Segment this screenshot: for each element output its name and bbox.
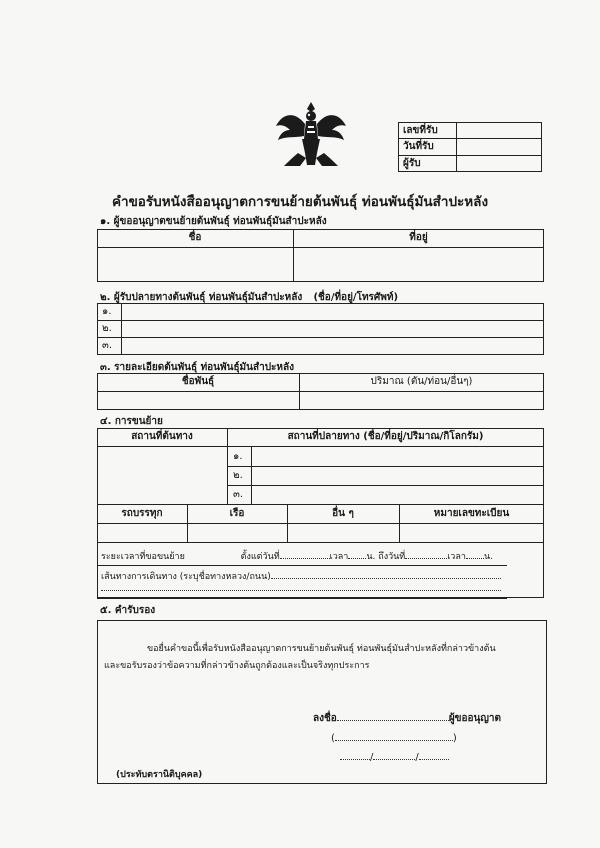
variety-quantity-field[interactable] [300, 392, 543, 409]
destination-row-1-field[interactable] [252, 447, 543, 466]
period-row [101, 549, 493, 563]
printed-name-close-paren: ) [452, 733, 457, 744]
recipient-row-3-number: ๓. [102, 340, 113, 351]
destination-row-1-number: ๑. [233, 450, 243, 462]
certification-line-2: และขอรับรองว่าข้อความที่กล่าวข้างต้นถูกต้องและเป็นจริงทุกประการ [104, 661, 370, 671]
period-from-label: ตั้งแต่วันที่ [240, 552, 280, 562]
variety-name-header: ชื่อพันธุ์ [181, 376, 215, 387]
signature-field[interactable] [337, 711, 449, 721]
route-field-line-2[interactable] [101, 582, 501, 591]
date-separator-2: / [415, 752, 419, 763]
recipient-row-3-field[interactable] [122, 338, 543, 354]
recipient-row-1-field[interactable] [122, 304, 543, 320]
origin-field[interactable] [98, 447, 226, 503]
recipient-row-2-field[interactable] [122, 321, 543, 337]
period-to-label: ถึงวันที่ [378, 552, 406, 562]
vehicle-boat-field[interactable] [188, 524, 286, 542]
period-from-time-label: เวลา [329, 552, 349, 562]
route-label: เส้นทางการเดินทาง (ระบุชื่อทางหลวง/ถนน) [101, 572, 271, 582]
printed-name-row [331, 731, 457, 744]
period-to-date-field[interactable] [405, 549, 447, 559]
signature-role: ผู้ขออนุญาต [448, 713, 501, 724]
section3-heading: ๓. รายละเอียดต้นพันธุ์ ท่อนพันธุ์มันสำปะหลัง [100, 362, 295, 373]
vehicle-other-field[interactable] [288, 524, 398, 542]
vehicle-other-header: อื่น ๆ [332, 508, 354, 519]
section2-heading: ๒. ผู้รับปลายทางต้นพันธุ์ ท่อนพันธุ์มันสำปะหลัง [100, 292, 303, 303]
printed-name-field[interactable] [335, 731, 453, 741]
destination-row-2-field[interactable] [252, 467, 543, 485]
section2-heading-note: (ชื่อ/ที่อยู่/โทรศัพท์) [313, 292, 399, 303]
section4-heading: ๔. การขนย้าย [100, 416, 163, 427]
recipient-row-2-number: ๒. [102, 323, 112, 334]
origin-header: สถานที่ต้นทาง [131, 431, 193, 442]
vehicle-boat-header: เรือ [229, 508, 245, 519]
destination-header: สถานที่ปลายทาง (ชื่อ/ที่อยู่/ปริมาณ/กิโลกรัม) [287, 431, 484, 442]
signature-day-field[interactable] [340, 750, 370, 760]
period-from-date-field[interactable] [280, 549, 330, 559]
applicant-address-header: ที่อยู่ [409, 232, 428, 243]
garuda-emblem-icon [272, 100, 350, 172]
period-to-time-label: เวลา [447, 552, 466, 562]
variety-name-field[interactable] [98, 392, 298, 409]
vehicle-truck-header: รถบรรทุก [121, 508, 163, 519]
section5-heading: ๕. คำรับรอง [100, 605, 156, 616]
destination-row-2-number: ๒. [233, 470, 243, 481]
period-from-time-field[interactable] [348, 549, 366, 559]
section1-heading: ๑. ผู้ขออนุญาตขนย้ายต้นพันธุ์ ท่อนพันธุ์มันสำปะหลัง [100, 216, 327, 227]
vehicle-truck-field[interactable] [98, 524, 186, 542]
receiver-label: ผู้รับ [403, 158, 421, 169]
destination-row-3-number: ๓. [233, 489, 244, 500]
form-title: คำขอรับหนังสืออนุญาตการขนย้ายต้นพันธุ์ ท่อนพันธุ์มันสำปะหลัง [111, 194, 489, 210]
recipient-row-1-number: ๑. [102, 306, 112, 317]
period-from-n-label: น. [366, 552, 376, 562]
applicant-address-field[interactable] [294, 248, 543, 281]
registration-number-field[interactable] [400, 524, 543, 542]
route-row [101, 569, 501, 583]
variety-quantity-header: ปริมาณ (ตัน/ท่อน/อื่นๆ) [370, 376, 473, 387]
period-to-time-field[interactable] [466, 549, 484, 559]
applicant-name-header: ชื่อ [188, 232, 202, 243]
date-separator-1: / [370, 752, 374, 763]
receipt-date-label: วันที่รับ [403, 141, 434, 152]
signature-row [313, 711, 501, 726]
applicant-name-field[interactable] [98, 248, 292, 281]
route-field[interactable] [271, 569, 501, 579]
registration-number-header: หมายเลขทะเบียน [433, 508, 510, 519]
signature-label: ลงชื่อ [313, 713, 337, 724]
period-label: ระยะเวลาที่ขอขนย้าย [101, 552, 185, 562]
signature-date-row [340, 750, 449, 763]
corporate-seal-label: (ประทับตรานิติบุคคล) [116, 770, 203, 780]
certification-line-1: ขอยื่นคำขอนี้เพื่อรับหนังสืออนุญาตการขนย้ายต้นพันธุ์ ท่อนพันธุ์มันสำปะหลังที่กล่าวข้างต้น [147, 644, 496, 654]
period-to-n-label: น. [483, 552, 493, 562]
destination-row-3-field[interactable] [252, 486, 543, 504]
signature-year-field[interactable] [419, 750, 449, 760]
signature-month-field[interactable] [373, 750, 415, 760]
receipt-number-label: เลขที่รับ [403, 124, 438, 136]
printed-name-open-paren: ( [331, 733, 335, 744]
